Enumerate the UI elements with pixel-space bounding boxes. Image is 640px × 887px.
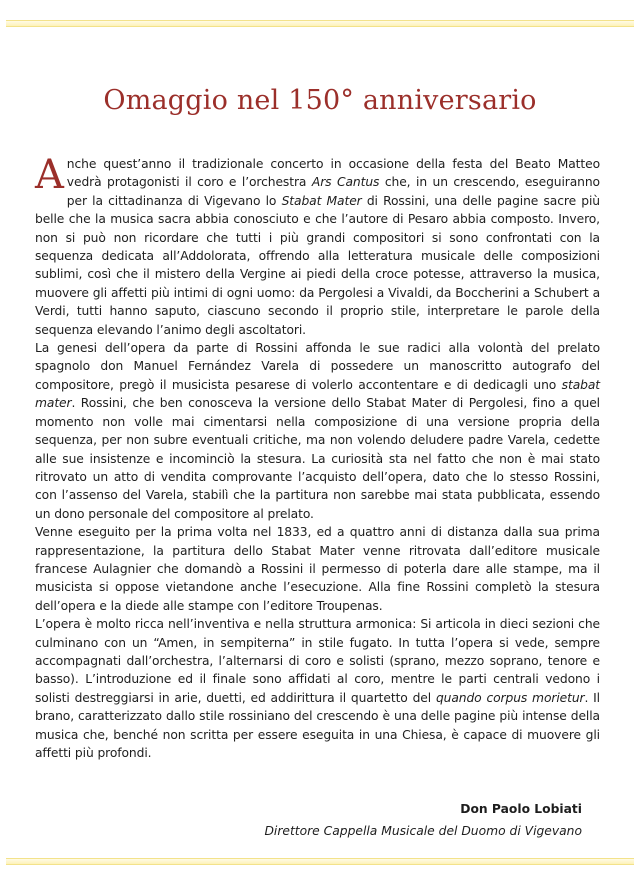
author-role: Direttore Cappella Musicale del Duomo di Vigevano (264, 824, 582, 838)
italic-segment: quando corpus morietur (435, 690, 585, 705)
paragraph-3 (35, 523, 600, 615)
text-segment: nche quest’anno il tradizionale concerto in occasione della festa del Beato Matteo vedrà protagonisti il coro e l’orchestra (66, 157, 600, 190)
drop-cap: A (35, 152, 64, 198)
italic-segment: Ars Cantus (311, 175, 380, 190)
page-title: Omaggio nel 150° anniversario (103, 85, 537, 116)
paragraph-1 (35, 152, 601, 339)
paragraph-4 (35, 615, 600, 762)
text-segment: . Il brano, caratterizzato dallo stile rossiniano del crescendo è una delle pagine più intense della musica che, benché non scritta per essere eseguita in una Chiesa, è capace di muovere gli affetti più profondi. (35, 690, 600, 760)
bottom-decorative-rule (6, 858, 634, 865)
text-segment: L’opera è molto ricca nell’inventiva e nella struttura armonica: Si articola in dieci sezioni che culminano con un “Amen, in sempiterna” in stile fugato. In tutta l’opera si vede, sempre accompagnati dall’orchestra, l’alternarsi di coro e solisti (sprano, mezzo soprano, tenore e basso). L’introduzione ed il finale sono affidati al coro, mentre le parti centrali vedono i solisti destreggiarsi in arie, duetti, ed addirittura il quartetto del (35, 617, 600, 705)
text-segment: che, in un crescendo, eseguiranno per la cittadinanza di Vigevano lo (66, 175, 600, 208)
text-segment: di Rossini, una delle pagine sacre più belle che la musica sacra abbia conosciuto e che l’autore di Pesaro abbia composto. Invero, non si può non ricordare che tutti i più grandi compositori si sono confrontati con la sequenza dedicata all’Addolorata, offrendo alla letteratura musicale delle composizioni sublimi, così che il mistero della Vergine ai piedi della croce potesse, attraverso la musica, muovere gli affetti più intimi di ogni uomo: da Pergolesi a Vivaldi, da Boccherini a Schubert a Verdi, tutti hanno saputo, ciascuno secondo il proprio stile, interpretare le parole della sequenza elevando l’animo degli ascoltatori. (35, 193, 601, 337)
author-name: Don Paolo Lobiati (460, 802, 582, 816)
italic-segment: Stabat Mater (281, 193, 362, 208)
signature-block (264, 798, 582, 842)
paragraph-2 (35, 339, 600, 523)
article-body (35, 152, 601, 762)
italic-segment: stabat mater (35, 377, 600, 411)
text-segment: . Rossini, che ben conosceva la versione dello Stabat Mater di Pergolesi, fino a quel momento non volle mai cimentarsi nella composizione di una versione propria della sequenza, per non subre eventuali critiche, ma non volendo deludere padre Varela, cedette alle sue insistenze e incominciò la stesura. La curiosità sta nel fatto che non è mai stato ritrovato un atto di vendita comprovante l’acquisto dell’opera, dato che lo stesso Rossini, con l’assenso del Varela, stabilì che la partitura non sarebbe mai stata pubblicata, essendo un dono personale del compositore al prelato. (35, 396, 600, 521)
text-segment: La genesi dell’opera da parte di Rossini affonda le sue radici alla volontà del prelato spagnolo don Manuel Fernández Varela di possedere un manoscritto autografo del compositore, pregò il musicista pesarese di volerlo accontentare e di dedicagli uno (35, 341, 600, 392)
text-segment: Venne eseguito per la prima volta nel 1833, ed a quattro anni di distanza dalla sua prima rappresentazione, la partitura dello Stabat Mater venne ritrovata dall’editore musicale francese Aulagnier che domandò a Rossini il permesso di poterla dare alle stampe, ma il musicista si oppose vietandone anche l’esecuzione. Alla fine Rossini completò la stesura dell’opera e la diede alle stampe con l’editore Troupenas. (35, 525, 600, 613)
top-decorative-rule (6, 20, 634, 27)
